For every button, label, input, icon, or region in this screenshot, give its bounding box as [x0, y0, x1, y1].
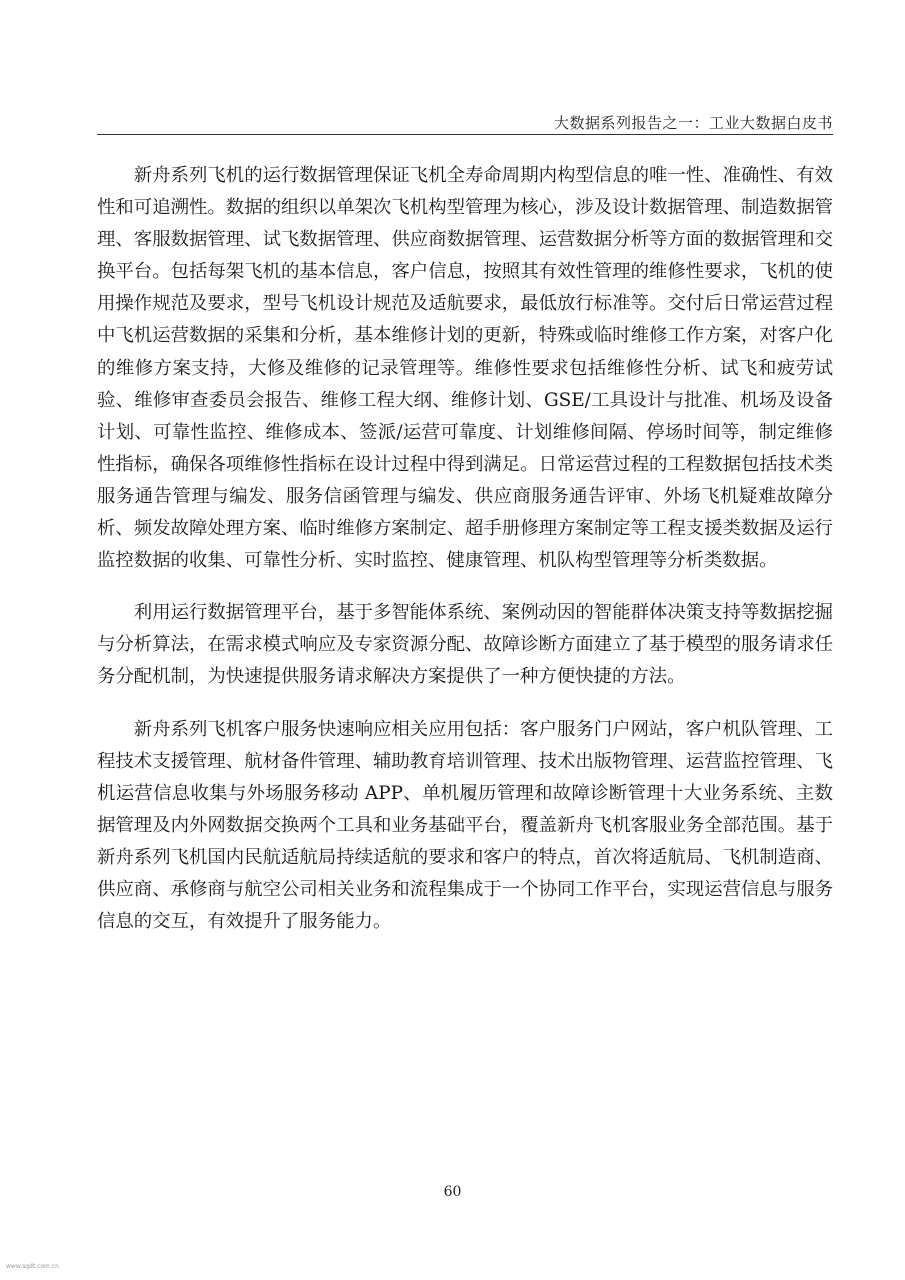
- paragraph-customer-service: 新舟系列飞机客户服务快速响应相关应用包括：客户服务门户网站，客户机队管理、工程技术支援管理、航材备件管理、辅助教育培训管理、技术出版物管理、运营监控管理、飞机运营信息收集与外场服务移动 APP、单机履历管理和故障诊断管理十大业务系统、主数据管理及内外网数据交换两个工具和业务基础平台，覆盖新舟飞机客服业务全部范围。基于新舟系列飞机国内民航适航局持续适航的要求和客户的特点，首次将适航局、飞机制造商、供应商、承修商与航空公司相关业务和流程集成于一个协同工作平台，实现运营信息与服务信息的交互，有效提升了服务能力。: [97, 718, 833, 933]
- page-number: 60: [443, 1184, 462, 1200]
- header-divider: [97, 134, 833, 135]
- site-watermark: www.sqdt.com.cn: [6, 1263, 59, 1270]
- document-body: [97, 160, 833, 958]
- paragraph-data-platform: 利用运行数据管理平台，基于多智能体系统、案例动因的智能群体决策支持等数据挖掘与分析算法，在需求模式响应及专家资源分配、故障诊断方面建立了基于模型的服务请求任务分配机制，为快速提供服务请求解决方案提供了一种方便快捷的方法。: [97, 602, 833, 688]
- running-header: 大数据系列报告之一：工业大数据白皮书: [553, 114, 833, 132]
- paragraph-operational-data: 新舟系列飞机的运行数据管理保证飞机全寿命周期内构型信息的唯一性、准确性、有效性和可追溯性。数据的组织以单架次飞机构型管理为核心，涉及设计数据管理、制造数据管理、客服数据管理、试飞数据管理、供应商数据管理、运营数据分析等方面的数据管理和交换平台。包括每架飞机的基本信息，客户信息，按照其有效性管理的维修性要求，飞机的使用操作规范及要求，型号飞机设计规范及适航要求，最低放行标准等。交付后日常运营过程中飞机运营数据的采集和分析，基本维修计划的更新，特殊或临时维修工作方案，对客户化的维修方案支持，大修及维修的记录管理等。维修性要求包括维修性分析、试飞和疲劳试验、维修审查委员会报告、维修工程大纲、维修计划、GSE/工具设计与批准、机场及设备计划、可靠性监控、维修成本、签派/运营可靠度、计划维修间隔、停场时间等，制定维修性指标，确保各项维修性指标在设计过程中得到满足。日常运营过程的工程数据包括技术类服务通告管理与编发、服务信函管理与编发、供应商服务通告评审、外场飞机疑难故障分析、频发故障处理方案、临时维修方案制定、超手册修理方案制定等工程支援类数据及运行监控数据的收集、可靠性分析、实时监控、健康管理、机队构型管理等分析类数据。: [97, 165, 833, 572]
